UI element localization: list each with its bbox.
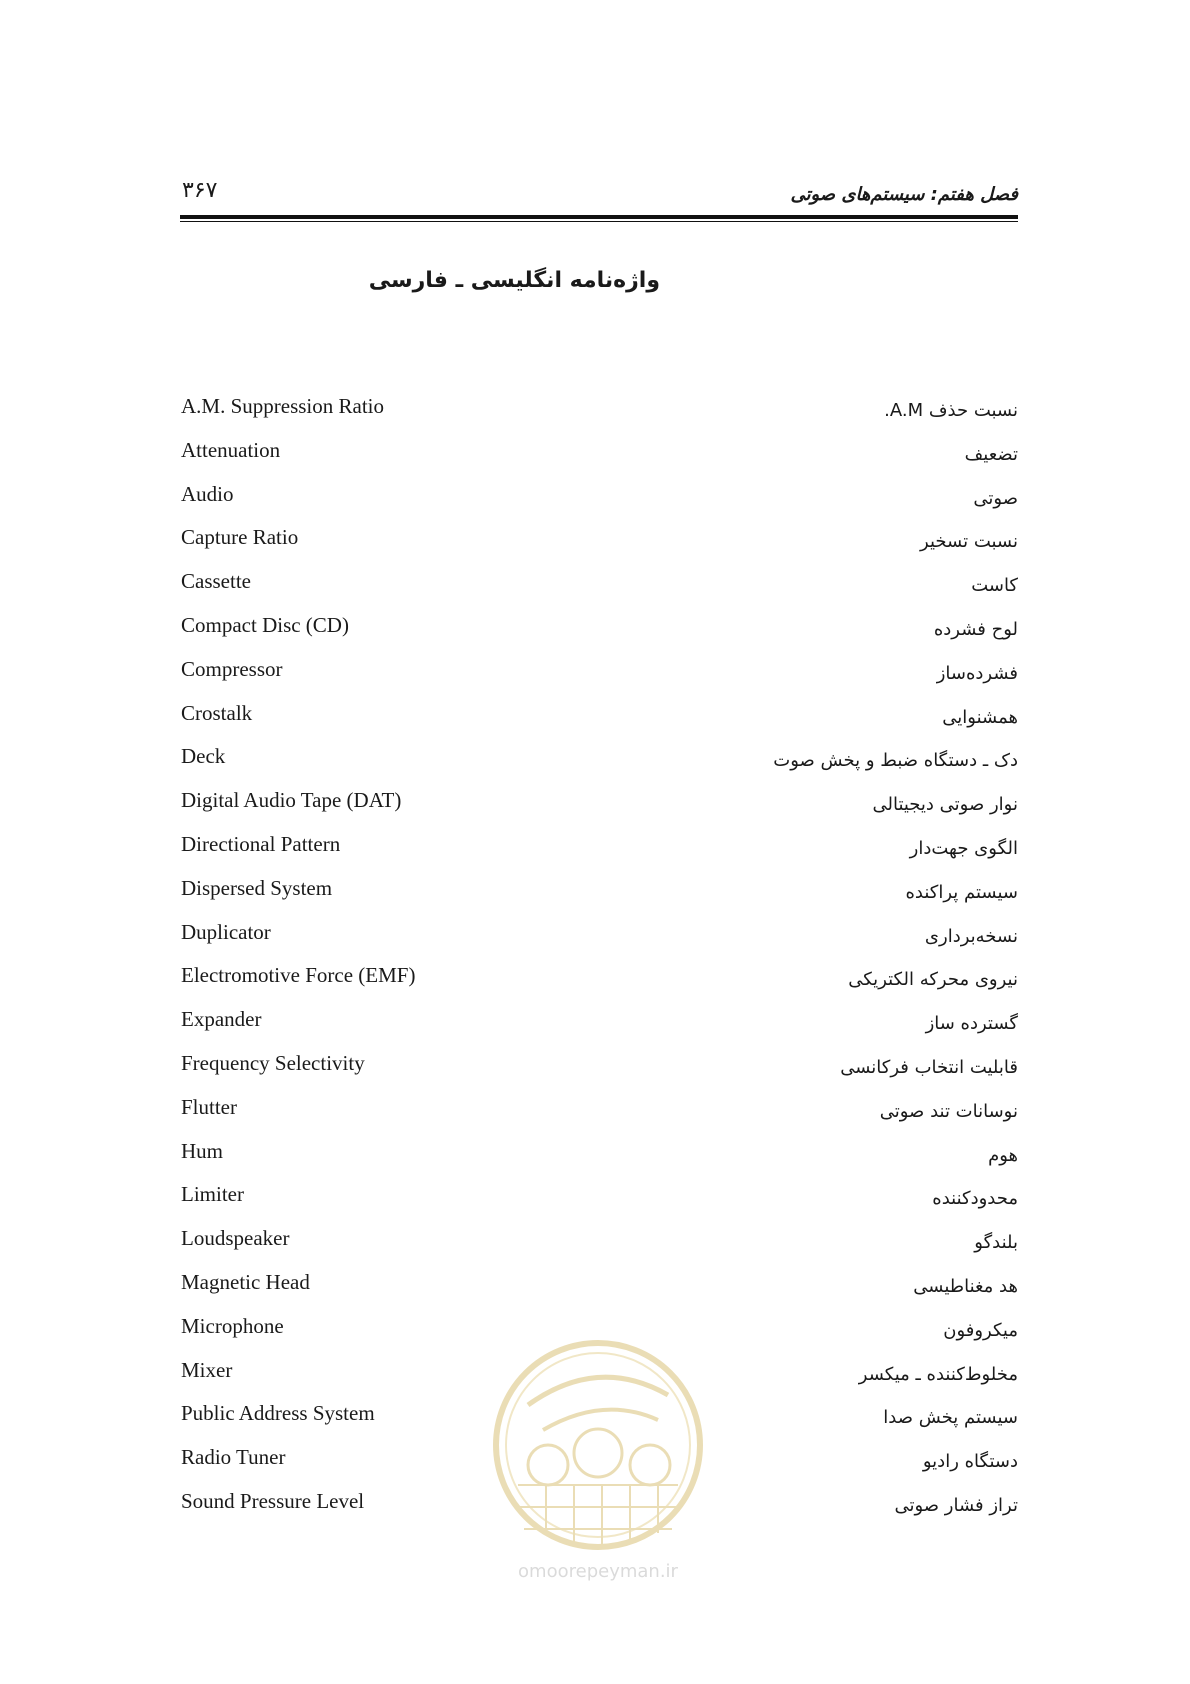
persian-term: مخلوط‌کننده ـ میکسر (858, 1363, 1018, 1385)
glossary-entry (180, 1051, 1018, 1095)
english-term: Deck (181, 744, 226, 769)
english-term: Public Address System (181, 1401, 375, 1426)
persian-term: میکروفون (943, 1319, 1018, 1341)
english-term: Directional Pattern (181, 831, 341, 856)
glossary-entry (180, 701, 1018, 745)
watermark-site: omoorepeyman.ir (518, 1561, 678, 1582)
english-term: Compressor (181, 656, 283, 681)
glossary-entry (180, 1139, 1018, 1183)
glossary-entry (180, 482, 1018, 526)
glossary-entry (180, 657, 1018, 701)
persian-term: صوتی (973, 487, 1018, 509)
persian-term: همشنوایی (942, 706, 1018, 728)
glossary-entry (180, 920, 1018, 964)
english-term: Crostalk (181, 700, 253, 725)
english-term: Sound Pressure Level (181, 1488, 365, 1513)
english-term: Flutter (181, 1094, 237, 1119)
english-term: Dispersed System (181, 875, 333, 900)
page-header (180, 178, 1018, 216)
glossary-entry (180, 876, 1018, 920)
glossary-entry (180, 569, 1018, 613)
english-term: Microphone (181, 1313, 284, 1338)
glossary-entry (180, 1095, 1018, 1139)
english-term: Compact Disc (CD) (181, 612, 349, 637)
english-term: Digital Audio Tape (DAT) (181, 788, 402, 813)
persian-term: فشرده‌ساز (936, 662, 1018, 684)
persian-term: هوم (988, 1144, 1018, 1166)
glossary-entry (180, 394, 1018, 438)
persian-term: تراز فشار صوتی (894, 1494, 1018, 1516)
english-term: Cassette (181, 569, 251, 594)
english-term: Expander (181, 1007, 262, 1032)
persian-term: نسخه‌برداری (924, 925, 1018, 947)
persian-term: سیستم پخش صدا (883, 1407, 1018, 1429)
persian-term: هد مغناطیسی (913, 1275, 1018, 1297)
persian-term: تضعیف (964, 443, 1018, 465)
glossary-entry (180, 525, 1018, 569)
glossary-entry (180, 832, 1018, 876)
running-title: فصل هفتم: سیستم‌های صوتی (790, 184, 1018, 205)
persian-term: نوسانات تند صوتی (879, 1100, 1018, 1122)
english-term: Audio (181, 481, 234, 506)
persian-term: قابلیت انتخاب فرکانسی (840, 1056, 1018, 1078)
persian-term: دستگاه رادیو (922, 1451, 1018, 1473)
english-term: Frequency Selectivity (181, 1050, 365, 1075)
english-term: Electromotive Force (EMF) (181, 963, 416, 988)
glossary-entry (180, 744, 1018, 788)
persian-term: بلندگو (974, 1232, 1018, 1254)
persian-term: نوار صوتی دیجیتالی (872, 794, 1018, 816)
header-rule-thick (180, 215, 1018, 219)
watermark-logo (488, 1335, 708, 1585)
glossary-entry (180, 438, 1018, 482)
persian-term: نسبت تسخیر (920, 531, 1018, 553)
english-term: Capture Ratio (181, 525, 299, 550)
glossary-entry (180, 963, 1018, 1007)
glossary-entry (180, 613, 1018, 657)
english-term: Limiter (181, 1182, 244, 1207)
persian-term: محدودکننده (932, 1188, 1018, 1210)
persian-term: نسبت حذف A.M. (884, 400, 1018, 421)
glossary-title: واژه‌نامه انگلیسی ـ فارسی (368, 268, 660, 293)
glossary-entry (180, 1226, 1018, 1270)
watermark-seal-icon (488, 1335, 708, 1585)
page-number: ۳۶۷ (182, 178, 218, 203)
persian-term: گسترده ساز (925, 1013, 1018, 1035)
persian-term: کاست (971, 575, 1018, 597)
glossary-entry (180, 788, 1018, 832)
persian-term: نیروی محرکه الکتریکی (848, 969, 1018, 991)
english-term: Mixer (181, 1357, 233, 1382)
english-term: Hum (181, 1138, 223, 1163)
english-term: Duplicator (181, 919, 271, 944)
header-rule-thin (180, 221, 1018, 222)
persian-term: الگوی جهت‌دار (909, 837, 1018, 859)
english-term: Magnetic Head (181, 1269, 310, 1294)
glossary-entry (180, 1182, 1018, 1226)
persian-term: سیستم پراکنده (905, 881, 1018, 903)
glossary-entry (180, 1007, 1018, 1051)
english-term: Loudspeaker (181, 1226, 290, 1251)
persian-term: دک ـ دستگاه ضبط و پخش صوت (773, 750, 1018, 772)
persian-term: لوح فشرده (933, 618, 1018, 640)
english-term: Radio Tuner (181, 1445, 286, 1470)
english-term: Attenuation (181, 437, 281, 462)
english-term: A.M. Suppression Ratio (181, 394, 385, 418)
glossary-entry (180, 1270, 1018, 1314)
